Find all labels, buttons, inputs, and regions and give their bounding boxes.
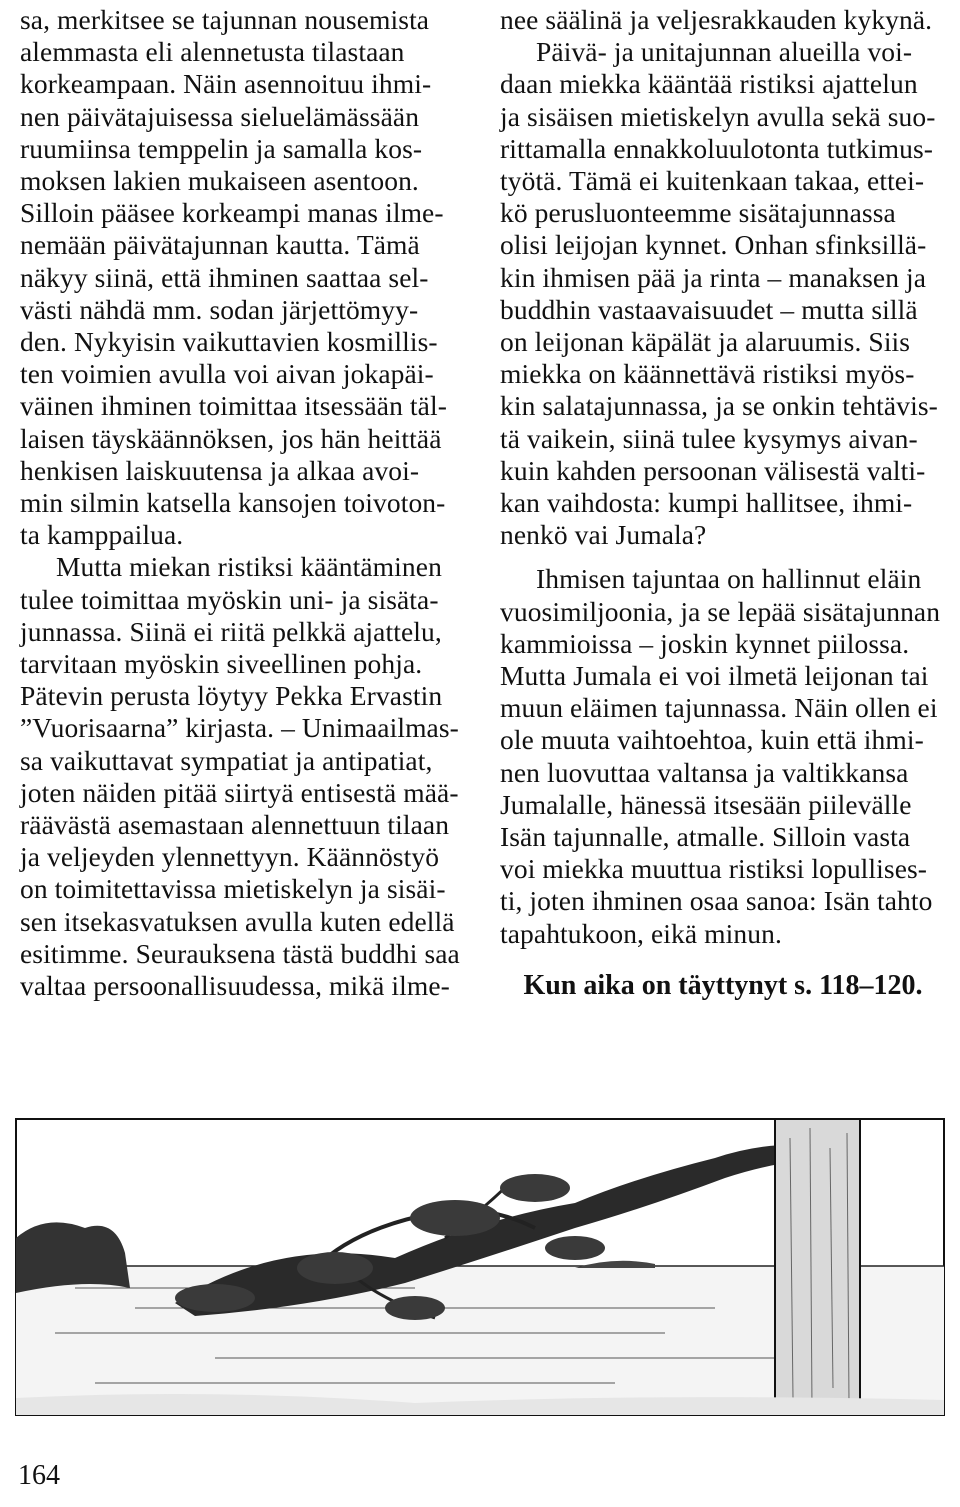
left-column-text-line: joten näiden pitää siirtyä entisestä mää- <box>20 776 459 808</box>
left-column-text-line: den. Nykyisin vaikuttavien kosmillis- <box>20 326 438 358</box>
right-column-text-line: vuosimiljoonia, ja se lepää sisätajunnan <box>500 595 941 627</box>
left-column-text-line: ten voimien avulla voi aivan jokapäi- <box>20 358 434 390</box>
left-column-text-line: ja veljeyden ylennettyyn. Käännöstyö <box>20 841 440 873</box>
right-column-text-line: kuin kahden persoonan välisestä valti- <box>500 454 926 486</box>
right-column-text-line: työtä. Tämä ei kuitenkaan takaa, ettei- <box>500 165 925 197</box>
right-column-text-line: ti, joten ihminen osaa sanoa: Isän tahto <box>500 885 933 917</box>
right-column-text-line: Päivä- ja unitajunnan alueilla voi- <box>536 36 913 68</box>
left-text-column <box>20 4 465 1002</box>
right-column-text-line: Isän tajunnalle, atmalle. Silloin vasta <box>500 821 911 853</box>
left-column-text-line: laisen täyskäännöksen, jos hän heittää <box>20 422 442 454</box>
source-reference: Kun aika on täyttynyt s. 118–120. <box>523 970 923 1001</box>
right-column-text-line: ole muuta vaihtoehtoa, kuin että ihmi- <box>500 724 924 756</box>
left-column-text-line: on toimitettavissa mietiskelyn ja sisäi- <box>20 873 446 905</box>
left-column-text-line: nen päivätajuisessa sieluelämässään <box>20 100 420 132</box>
left-column-text-line: Pätevin perusta löytyy Pekka Ervastin <box>20 680 443 712</box>
right-column-text-line: Jumalalle, hänessä itsesään piilevälle <box>500 788 912 820</box>
left-column-text-line: ta kamppailua. <box>20 519 184 551</box>
paragraph-gap <box>500 551 946 563</box>
left-column-text-line: min silmin katsella kansojen toivoton- <box>20 487 446 519</box>
left-column-text-line: ruumiinsa temppelin ja samalla kos- <box>20 132 423 164</box>
right-column-text-line: Ihmisen tajuntaa on hallinnut eläin <box>536 563 922 595</box>
right-column-text-line: nen luovuttaa valtansa ja valtikkansa <box>500 756 909 788</box>
right-column-text-line: olisi leijojan kynnet. Onhan sfinksillä- <box>500 229 927 261</box>
left-column-text-line: Mutta miekan ristiksi kääntäminen <box>56 551 442 583</box>
left-column-text-line: västi nähdä mm. sodan järjettömyy- <box>20 293 419 325</box>
right-column-text-line: kan vaihdosta: kumpi hallitsee, ihmi- <box>500 487 913 519</box>
left-column-text-line: väinen ihminen toimittaa itsessään täl- <box>20 390 447 422</box>
left-column-text-line: näkyy siinä, että ihminen saattaa sel- <box>20 261 429 293</box>
right-column-text-line: rittamalla ennakkoluulotonta tutkimus- <box>500 132 934 164</box>
right-column-text-line: tä vaikein, siinä tulee kysymys aivan- <box>500 422 918 454</box>
right-column-text-line: on leijonan käpälät ja alaruumis. Siis <box>500 326 911 358</box>
left-column-text-line: nemään päivätajunnan kautta. Tämä <box>20 229 420 261</box>
right-column-text-line: kin salatajunnassa, ja se onkin tehtävis- <box>500 390 938 422</box>
left-column-text-line: Silloin pääsee korkeampi manas ilme- <box>20 197 444 229</box>
right-column-text-line: Mutta Jumala ei voi ilmetä leijonan tai <box>500 660 929 692</box>
right-column-text-line: kammioissa – joskin kynnet piilossa. <box>500 627 910 659</box>
left-column-text-line: korkeampaan. Näin asennoituu ihmi- <box>20 68 432 100</box>
page-number: 164 <box>18 1460 60 1491</box>
right-column-text-line: ja sisäisen mietiskelyn avulla sekä suo- <box>500 100 936 132</box>
left-column-text-line: sen itsekasvatuksen avulla kuten edellä <box>20 905 455 937</box>
right-column-text-line: buddhin vastaavaisuudet – mutta sillä <box>500 293 918 325</box>
right-column-text-line: nee säälinä ja veljesrakkauden kykynä. <box>500 4 933 35</box>
left-column-text-line: ”Vuorisaarna” kirjasta. – Unimaailmas- <box>20 712 459 744</box>
left-column-text-line: moksen lakien mukaiseen asentoon. <box>20 165 419 197</box>
left-column-text-line: junnassa. Siinä ei riitä pelkkä ajattelu, <box>20 615 442 647</box>
right-column-text-line: muun eläimen tajunnassa. Näin ollen ei <box>500 692 938 724</box>
right-column-text-line: tapahtukoon, eikä minun. <box>500 917 782 949</box>
left-column-text-line: henkisen laiskuutensa ja alkaa avoi- <box>20 454 420 486</box>
right-text-column <box>500 4 946 950</box>
left-column-text-line: sa, merkitsee se tajunnan nousemista <box>20 4 430 35</box>
left-column-text-line: räävästä asemastaan alennettuun tilaan <box>20 809 450 841</box>
left-column-text-line: tulee toimittaa myöskin uni- ja sisäta- <box>20 583 439 615</box>
left-column-text-line: tarvitaan myöskin siveellinen pohja. <box>20 648 423 680</box>
right-column-text-line: nenkö vai Jumala? <box>500 519 707 551</box>
right-column-text-line: voi miekka muuttua ristiksi lopullises- <box>500 853 928 885</box>
right-column-text-line: daan miekka kääntää ristiksi ajattelun <box>500 68 918 100</box>
right-column-text-line: miekka on käännettävä ristiksi myös- <box>500 358 915 390</box>
left-column-text-line: esitimme. Seurauksena tästä buddhi saa <box>20 937 460 969</box>
right-column-text-line: kin ihmisen pää ja rinta – manaksen ja <box>500 261 927 293</box>
right-column-text-line: kö perusluonteemme sisätajunnassa <box>500 197 896 229</box>
left-column-text-line: alemmasta eli alennetusta tilastaan <box>20 36 405 68</box>
left-column-text-line: valtaa persoonallisuudessa, mikä ilme- <box>20 970 450 1002</box>
pine-tree-lake-illustration <box>15 1118 945 1416</box>
left-column-text-line: sa vaikuttavat sympatiat ja antipatiat, <box>20 744 433 776</box>
